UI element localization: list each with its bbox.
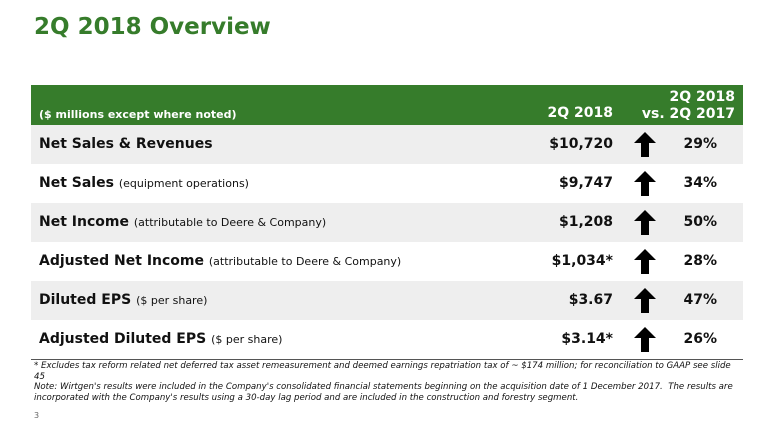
row-label-note: ($ per share) xyxy=(211,333,283,346)
table-bottom-rule xyxy=(31,359,743,360)
row-label xyxy=(39,292,207,308)
row-label-note: (attributable to Deere & Company) xyxy=(208,255,402,268)
table-row xyxy=(31,320,743,359)
row-change: 29% xyxy=(683,136,717,152)
row-value: $3.67 xyxy=(568,292,613,308)
up-arrow-icon xyxy=(634,171,656,196)
row-label xyxy=(39,253,401,269)
row-label xyxy=(39,175,249,191)
header-change-line2: vs. 2Q 2017 xyxy=(641,106,735,122)
row-label-note: (attributable to Deere & Company) xyxy=(133,216,327,229)
row-change: 50% xyxy=(683,214,717,230)
row-label-main: Diluted EPS xyxy=(39,292,132,308)
footnotes xyxy=(34,361,734,403)
row-change: 47% xyxy=(683,292,717,308)
row-label-main: Net Sales & Revenues xyxy=(39,136,213,152)
row-change: 26% xyxy=(683,331,717,347)
up-arrow-icon xyxy=(634,210,656,235)
row-label-main: Adjusted Diluted EPS xyxy=(39,331,207,347)
row-value: $1,208 xyxy=(558,214,613,230)
row-value: $3.14* xyxy=(561,331,613,347)
row-label xyxy=(39,136,213,152)
row-label-main: Net Income xyxy=(39,214,129,230)
row-label xyxy=(39,331,282,347)
footnote-wirtgen: Note: Wirtgen's results were included in the Company's consolidated financial statements beginning on the acquisition date of 1 December 2017. The results are incorporated with the Company's results using a 30-day lag period and are included in the construction and forestry segment. xyxy=(34,382,736,403)
row-label-main: Net Sales xyxy=(39,175,114,191)
page-number: 3 xyxy=(34,411,40,420)
row-change: 34% xyxy=(683,175,717,191)
header-change-col xyxy=(623,89,735,123)
table-row xyxy=(31,164,743,203)
row-label-note: ($ per share) xyxy=(136,294,208,307)
table-row xyxy=(31,203,743,242)
page-title: 2Q 2018 Overview xyxy=(34,14,271,40)
overview-table xyxy=(31,85,743,360)
header-change-line1: 2Q 2018 xyxy=(669,89,735,105)
row-label-main: Adjusted Net Income xyxy=(39,253,204,269)
header-value-col: 2Q 2018 xyxy=(547,105,613,121)
up-arrow-icon xyxy=(634,132,656,157)
header-label-col: ($ millions except where noted) xyxy=(39,108,237,121)
table-row xyxy=(31,242,743,281)
table-header xyxy=(31,85,743,125)
row-label-note: (equipment operations) xyxy=(118,177,249,190)
up-arrow-icon xyxy=(634,249,656,274)
row-value: $9,747 xyxy=(558,175,613,191)
up-arrow-icon xyxy=(634,288,656,313)
table-row xyxy=(31,281,743,320)
row-label xyxy=(39,214,326,230)
row-change: 28% xyxy=(683,253,717,269)
up-arrow-icon xyxy=(634,327,656,352)
row-value: $1,034* xyxy=(551,253,613,269)
table-row xyxy=(31,125,743,164)
footnote-adjusted: * Excludes tax reform related net deferred tax asset remeasurement and deemed earnings repatriation tax of ~ $174 million; for reconciliation to GAAP see slide 45 xyxy=(34,361,734,382)
row-value: $10,720 xyxy=(549,136,613,152)
